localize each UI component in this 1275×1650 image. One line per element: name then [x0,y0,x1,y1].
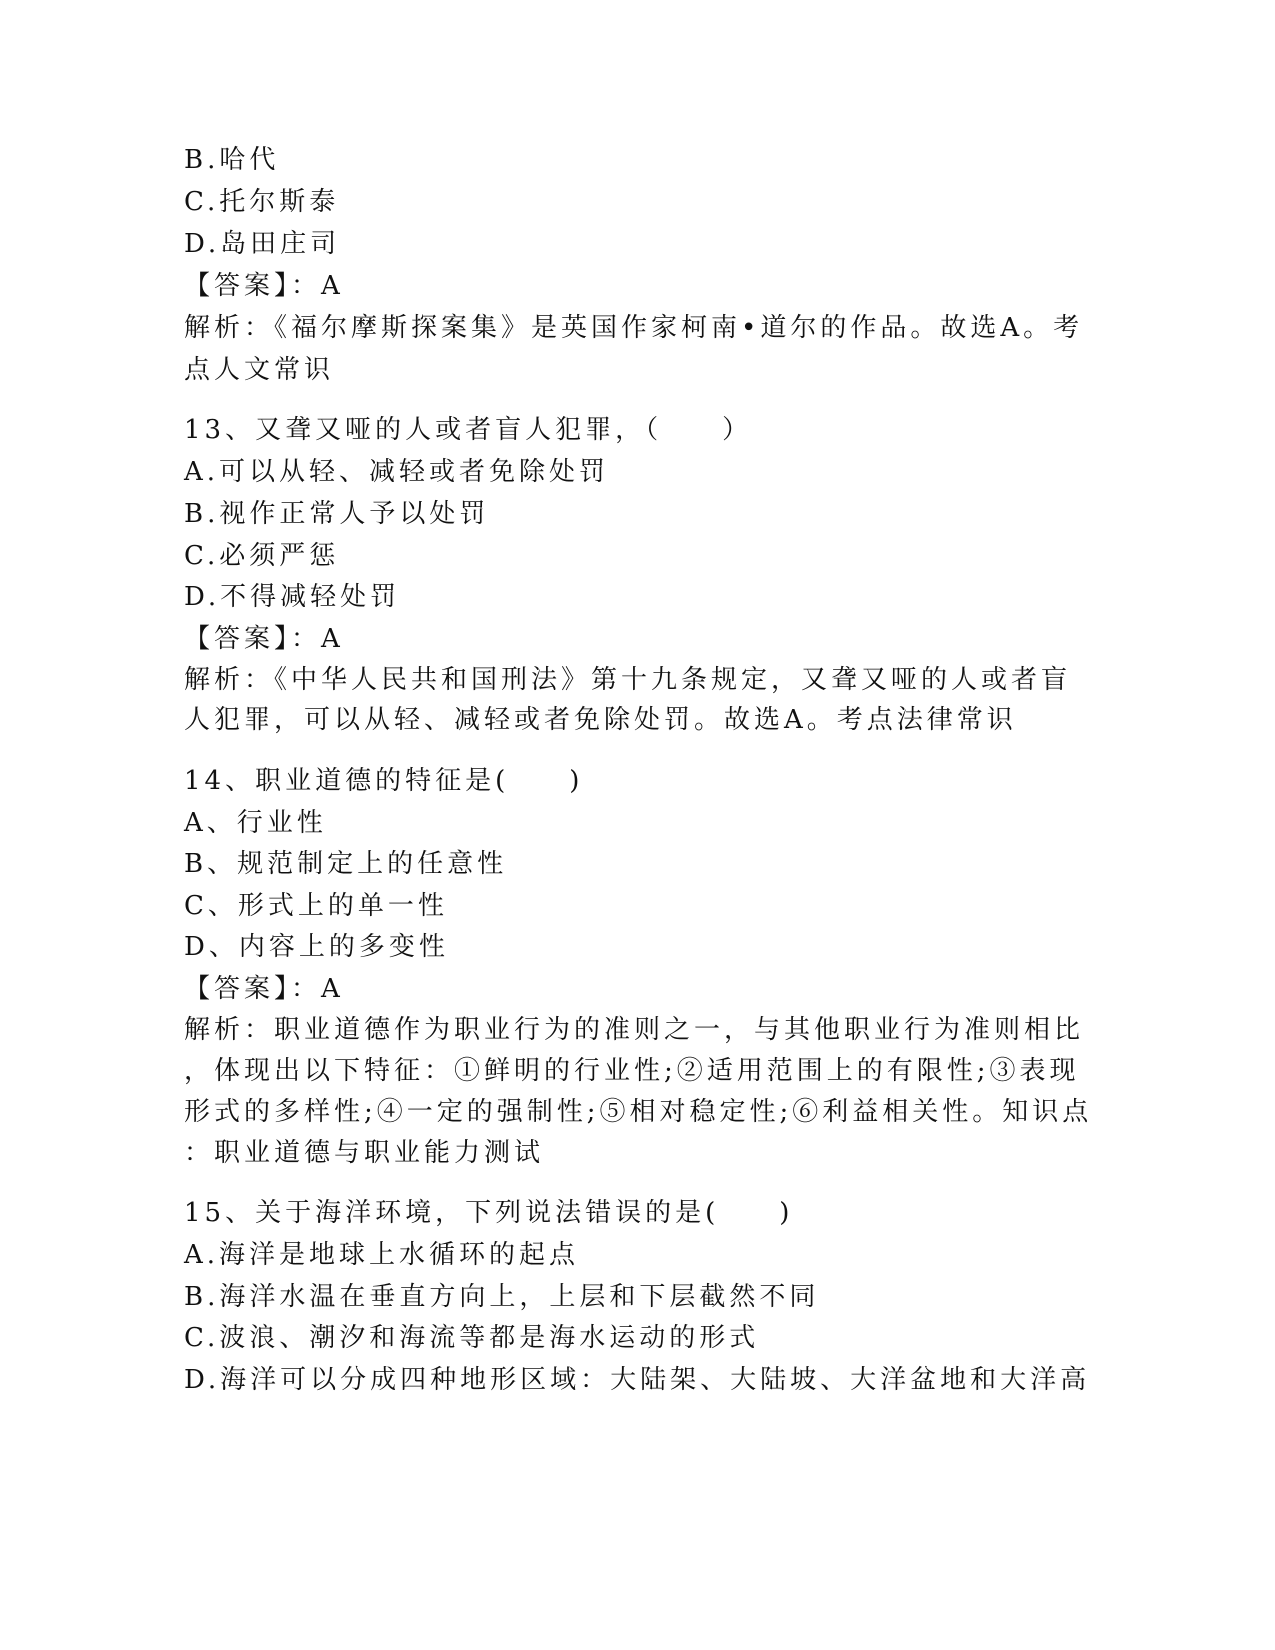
q14-option-d: D、内容上的多变性 [184,932,449,962]
q15-option-b: B.海洋水温在垂直方向上，上层和下层截然不同 [184,1282,820,1312]
q15-question: 15、关于海洋环境，下列说法错误的是( ) [184,1198,794,1228]
q14-option-b: B、规范制定上的任意性 [184,849,508,879]
q15-option-a: A.海洋是地球上水循环的起点 [184,1240,580,1270]
q13-option-c: C.必须严惩 [184,541,340,571]
q13-analysis-line-2: 人犯罪，可以从轻、减轻或者免除处罚。故选A。考点法律常识 [184,705,1017,735]
q13-answer: 【答案】：A [184,624,344,654]
q13-question: 13、又聋又哑的人或者盲人犯罪，（ ） [184,415,753,445]
q14-question: 14、职业道德的特征是( ) [184,766,584,796]
q12-option-b: B.哈代 [184,145,280,175]
q14-option-c: C、形式上的单一性 [184,891,448,921]
q13-option-a: A.可以从轻、减轻或者免除处罚 [184,457,610,487]
q12-option-d: D.岛田庄司 [184,229,341,259]
q12-answer: 【答案】：A [184,271,344,301]
q13-analysis-line-1: 解析：《中华人民共和国刑法》第十九条规定，又聋又哑的人或者盲 [184,665,1072,695]
q13-option-d: D.不得减轻处罚 [184,582,401,612]
q14-analysis-line-3: 形式的多样性;④一定的强制性;⑤相对稳定性;⑥利益相关性。知识点 [184,1097,1093,1127]
q12-option-c: C.托尔斯泰 [184,187,340,217]
q14-analysis-line-2: ，体现出以下特征：①鲜明的行业性;②适用范围上的有限性;③表现 [184,1056,1080,1086]
q13-option-b: B.视作正常人予以处罚 [184,499,490,529]
q14-analysis-line-1: 解析：职业道德作为职业行为的准则之一，与其他职业行为准则相比 [184,1015,1085,1045]
q15-option-c: C.波浪、潮汐和海流等都是海水运动的形式 [184,1323,760,1353]
q15-option-d: D.海洋可以分成四种地形区域：大陆架、大陆坡、大洋盆地和大洋高 [184,1365,1091,1395]
q14-option-a: A、行业性 [184,808,327,838]
q12-analysis-line-1: 解析：《福尔摩斯探案集》是英国作家柯南•道尔的作品。故选A。考 [184,313,1084,343]
q14-answer: 【答案】：A [184,974,344,1004]
q12-analysis-line-2: 点人文常识 [184,355,335,385]
q14-analysis-line-4: ：职业道德与职业能力测试 [184,1138,545,1168]
